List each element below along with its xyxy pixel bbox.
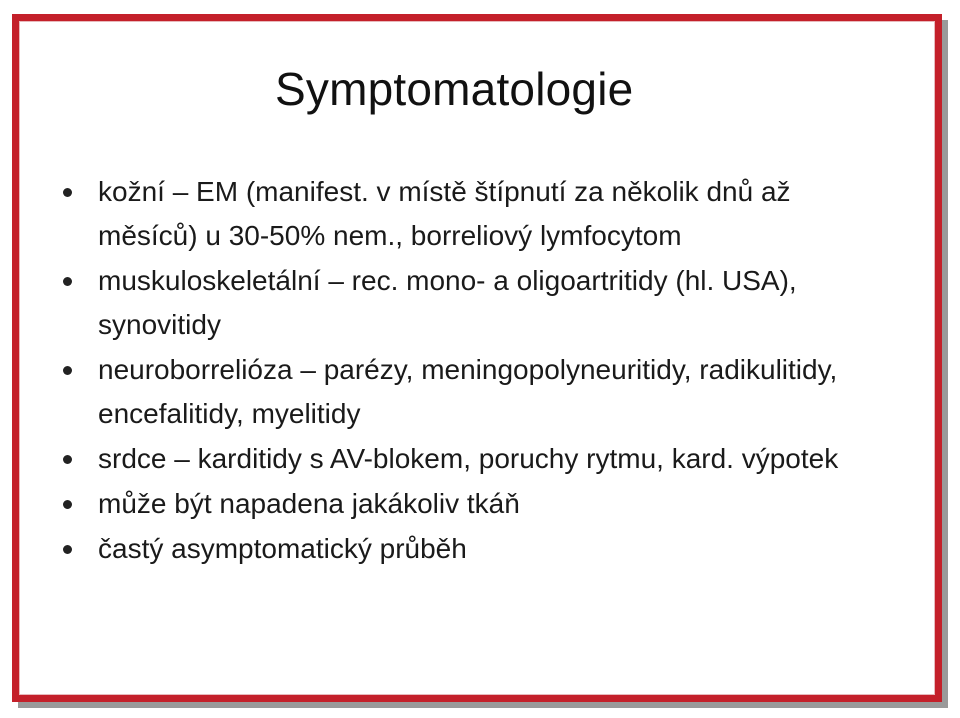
bullet-text: srdce – karditidy s AV-blokem, poruchy rytmu, kard. výpotek <box>98 443 839 474</box>
bullet-dot-icon <box>63 188 72 197</box>
bullet-dot-icon <box>63 366 72 375</box>
bullet-dot-icon <box>63 545 72 554</box>
bullet-item-neuroborreliosis <box>54 348 874 436</box>
bullet-text: může být napadena jakákoliv tkáň <box>98 488 520 519</box>
bullet-dot-icon <box>63 500 72 509</box>
bullet-text: kožní – EM (manifest. v místě štípnutí za několik dnů až měsíců) u 30-50% nem., borreliový lymfocytom <box>98 176 791 251</box>
bullet-text: častý asymptomatický průběh <box>98 533 467 564</box>
bullet-item-skin <box>54 170 874 258</box>
bullet-dot-icon <box>63 455 72 464</box>
bullet-list <box>54 170 874 572</box>
slide-title: Symptomatologie <box>275 63 634 115</box>
bullet-item-any-tissue <box>54 482 874 526</box>
bullet-text: muskuloskeletální – rec. mono- a oligoartritidy (hl. USA), synovitidy <box>98 265 797 340</box>
bullet-item-heart <box>54 437 874 481</box>
bullet-item-asymptomatic <box>54 527 874 571</box>
bullet-item-musculoskeletal <box>54 259 874 347</box>
bullet-dot-icon <box>63 277 72 286</box>
bullet-text: neuroborrelióza – parézy, meningopolyneuritidy, radikulitidy, encefalitidy, myelitidy <box>98 354 838 429</box>
